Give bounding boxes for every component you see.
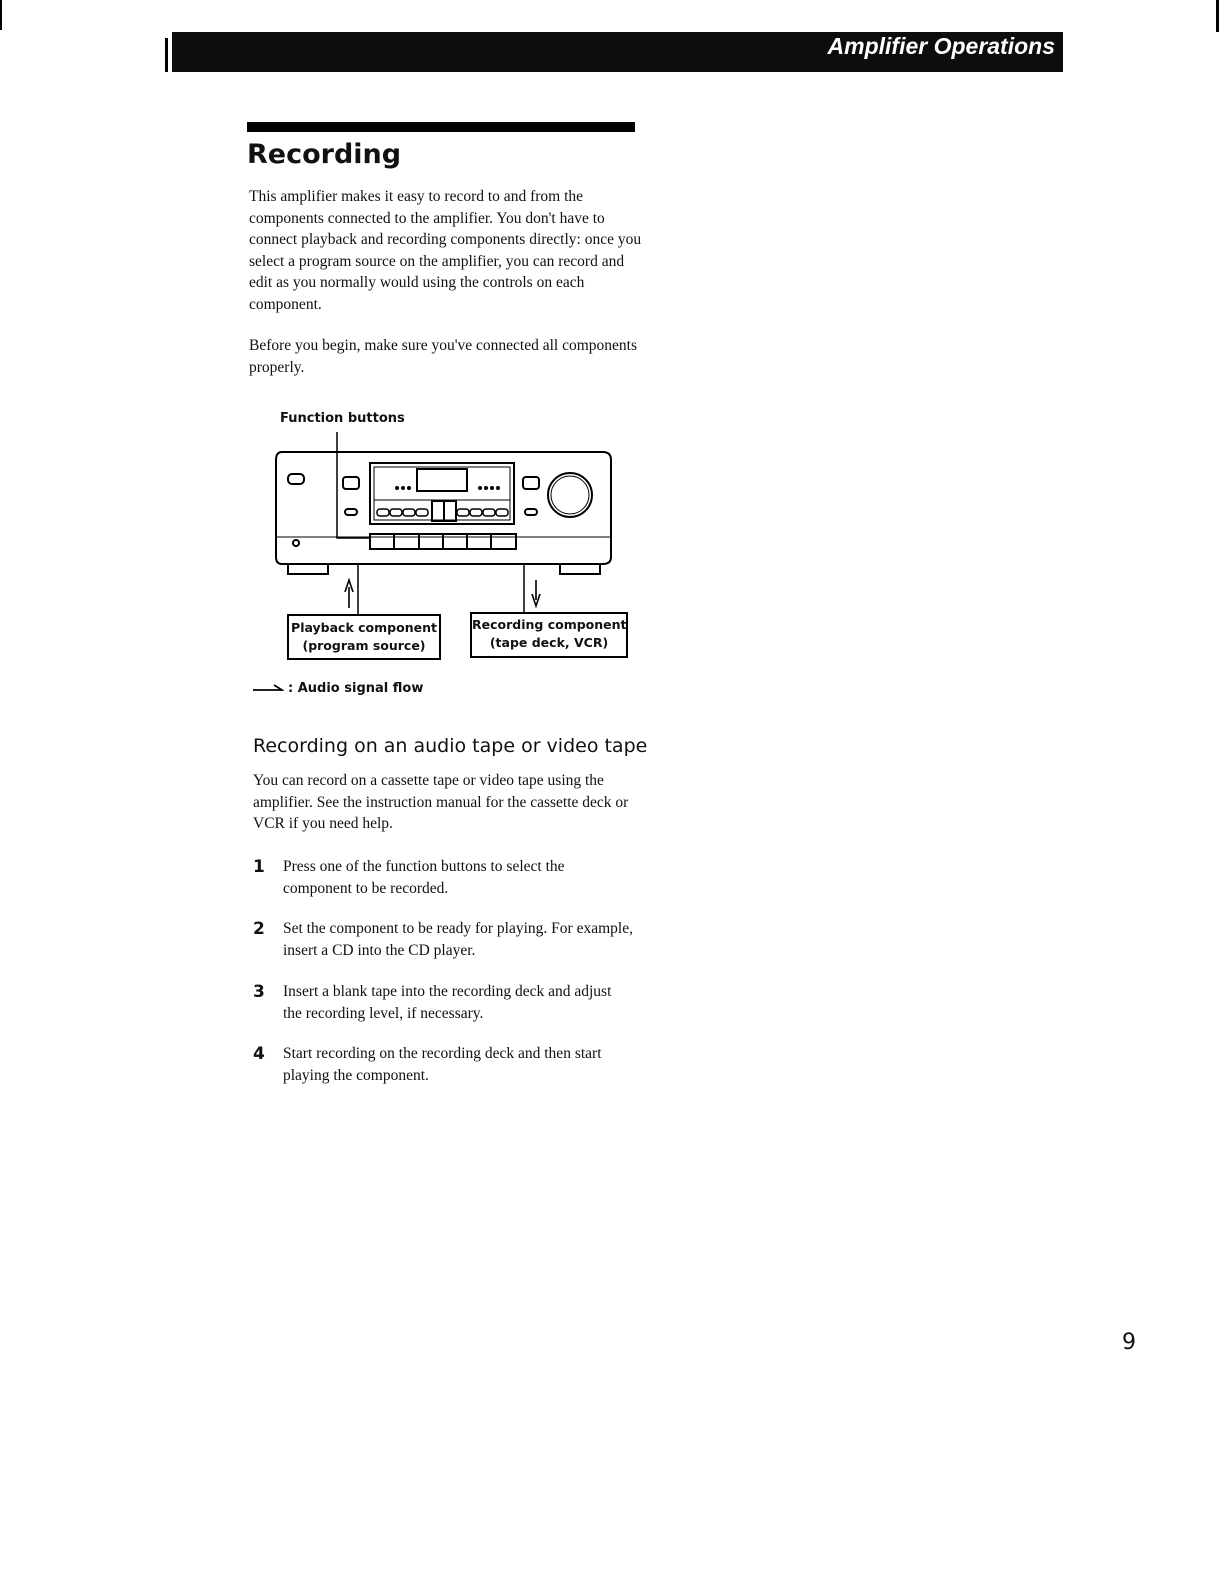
step-text: Set the component to be ready for playing. For example, insert a CD into the CD player. bbox=[283, 920, 633, 959]
signal-arrow-down bbox=[532, 580, 540, 606]
display-panel bbox=[370, 463, 514, 524]
before-you-begin-paragraph: Before you begin, make sure you've connected all components properly. bbox=[249, 337, 638, 376]
recording-component-box bbox=[470, 612, 628, 658]
step-text: Start recording on the recording deck and then start playing the component. bbox=[283, 1045, 602, 1084]
function-buttons-label: Function buttons bbox=[280, 411, 405, 426]
recording-label: Recording component bbox=[472, 617, 627, 632]
section-rule bbox=[247, 122, 635, 132]
scan-edge-left bbox=[0, 0, 2, 30]
subsection-intro: You can record on a cassette tape or video tape using the amplifier. See the instruction manual for the cassette deck or VCR if you need help. bbox=[253, 772, 629, 833]
step-number: 1 bbox=[253, 857, 265, 877]
intro-paragraph: This amplifier makes it easy to record to and from the components connected to the amplifier. You don't have to connect playback and recording components directly: once you select a program source on the amplifier, you can record and edit as you normally would using the controls on each component. bbox=[249, 188, 642, 313]
step-text: Press one of the function buttons to select the component to be recorded. bbox=[283, 858, 565, 897]
page-number: 9 bbox=[1122, 1330, 1136, 1355]
step-text: Insert a blank tape into the recording deck and adjust the recording level, if necessary. bbox=[283, 983, 612, 1022]
step-item bbox=[253, 1043, 633, 1087]
amplifier-diagram bbox=[270, 424, 640, 614]
header-tick-mark bbox=[165, 38, 168, 72]
legend-text: : Audio signal flow bbox=[288, 681, 424, 696]
step-item bbox=[253, 981, 633, 1025]
step-number: 2 bbox=[253, 919, 265, 939]
playback-sublabel: (program source) bbox=[302, 638, 426, 653]
foot-left bbox=[288, 564, 328, 574]
signal-flow-arrow-icon bbox=[252, 683, 284, 693]
header-title: Amplifier Operations bbox=[827, 33, 1055, 59]
step-number: 4 bbox=[253, 1044, 265, 1064]
recording-sublabel: (tape deck, VCR) bbox=[489, 635, 609, 650]
step-number: 3 bbox=[253, 982, 265, 1002]
signal-arrow-up bbox=[345, 580, 353, 608]
playback-label: Playback component bbox=[291, 620, 437, 635]
step-item bbox=[253, 918, 633, 962]
subsection-title: Recording on an audio tape or video tape bbox=[253, 735, 648, 757]
foot-right bbox=[560, 564, 600, 574]
volume-knob bbox=[548, 473, 592, 517]
function-callout-line bbox=[337, 432, 370, 538]
playback-component-box bbox=[287, 614, 441, 660]
section-title: Recording bbox=[247, 139, 402, 170]
scan-edge-right bbox=[1216, 0, 1219, 32]
step-item bbox=[253, 856, 633, 900]
